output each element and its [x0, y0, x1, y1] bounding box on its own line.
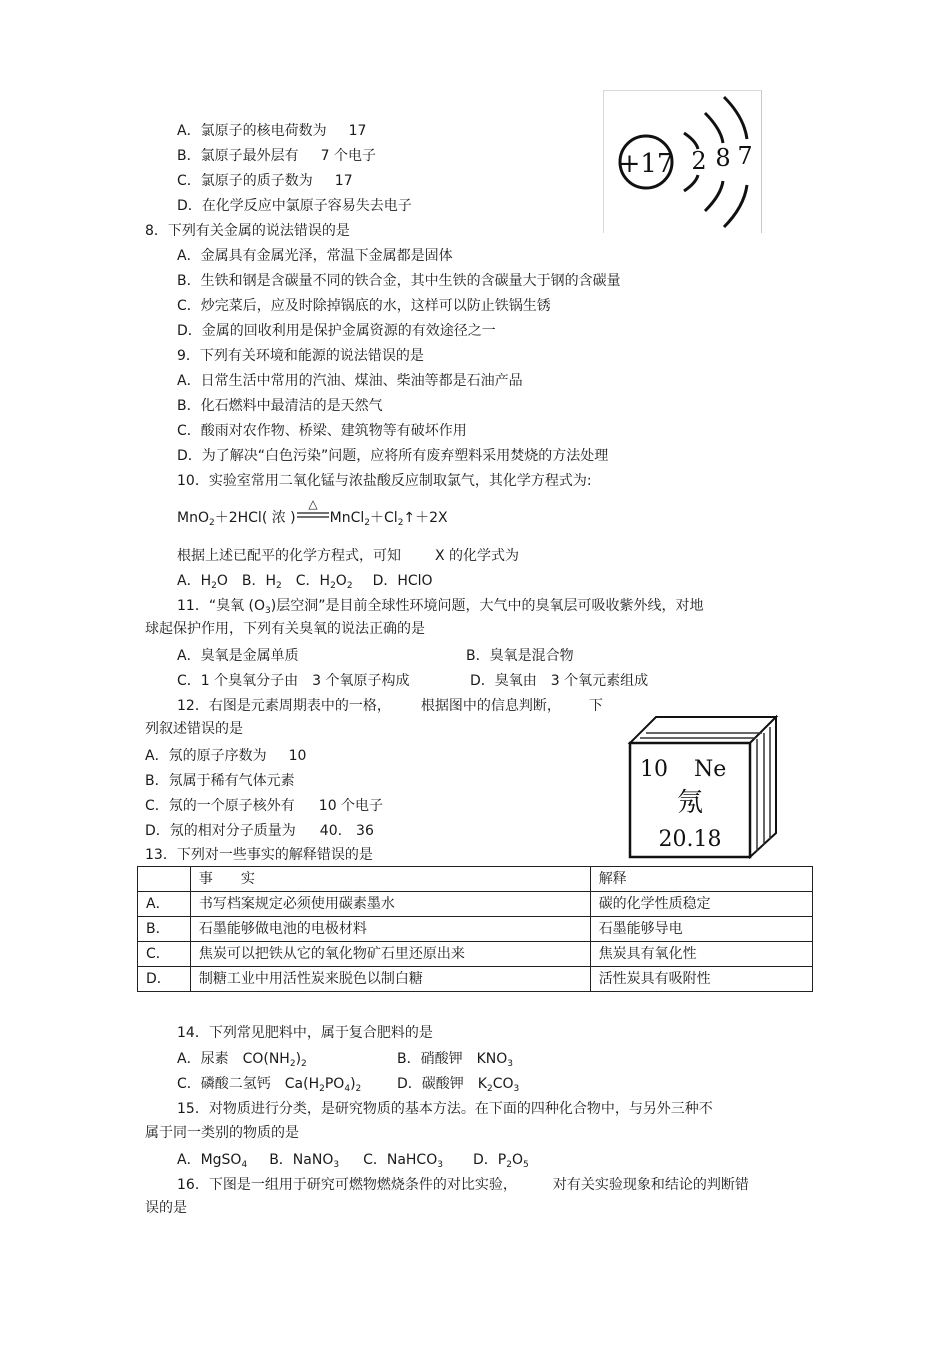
shell-1-count: 2 — [691, 147, 707, 175]
table-cell: 焦炭可以把铁从它的氧化物矿石里还原出来 — [190, 942, 590, 967]
table-row — [138, 917, 813, 942]
q11-option-a: A．臭氧是金属单质 — [177, 648, 299, 664]
q12-option-b: B．氖属于稀有气体元素 — [145, 773, 295, 789]
q10-option-a: A．$H_2O$ — [177, 573, 228, 591]
q8-option-c: C．炒完菜后，应及时除掉锅底的水，这样可以防止铁锅生锈 — [177, 298, 551, 314]
q13-table — [137, 866, 813, 992]
table-cell: 石墨能够导电 — [590, 917, 812, 942]
shell-2-count: 8 — [715, 144, 731, 172]
q10-question-text2: X 的化学式为 — [435, 548, 520, 564]
q8-option-b: B．生铁和钢是含碳量不同的铁合金，其中生铁的含碳量大于钢的含碳量 — [177, 273, 621, 289]
q9-option-d: D．为了解决“白色污染”问题，应将所有废弃塑料采用焚烧的方法处理 — [177, 448, 609, 464]
shell-arc-2-bottom — [705, 181, 723, 211]
neon-name: 氖 — [676, 788, 704, 818]
q12-stem-line2: 列叙述错误的是 — [145, 721, 243, 737]
shell-arc-3-top — [724, 97, 747, 139]
q11-stem-line2: 球起保护作用，下列有关臭氧的说法正确的是 — [145, 621, 425, 637]
q10-option-d: D．HClO — [372, 573, 433, 589]
q8-stem: 8．下列有关金属的说法错误的是 — [145, 223, 350, 239]
q14-option-d: D．碳酸钾 $K_2CO_3$ — [397, 1076, 520, 1094]
q12-option-a: A．氖的原子序数为 10 — [145, 748, 307, 764]
eq-mncl2: MnCl — [329, 510, 365, 526]
table-cell: 活性炭具有吸附性 — [590, 967, 812, 992]
table-cell: B． — [138, 917, 191, 942]
table-row — [138, 892, 813, 917]
shell-arc-1-bottom — [684, 175, 698, 191]
table-cell: 焦炭具有氧化性 — [590, 942, 812, 967]
q8-option-a: A．金属具有金属光泽，常温下金属都是固体 — [177, 248, 453, 264]
q7-option-c — [177, 171, 353, 191]
table-header-cell: 解释 — [590, 867, 812, 892]
q9-option-a: A．日常生活中常用的汽油、煤油、柴油等都是石油产品 — [177, 373, 523, 389]
neon-element-cell — [616, 703, 782, 859]
neon-atomic-mass: 20.18 — [658, 827, 722, 852]
q14-stem: 14．下列常见肥料中，属于复合肥料的是 — [177, 1025, 433, 1041]
shell-3-count: 7 — [737, 142, 753, 170]
table-header-cell: 事 实 — [190, 867, 590, 892]
shell-arc-3-bottom — [724, 185, 747, 227]
chlorine-atom-diagram — [603, 90, 762, 233]
q7-option-b — [177, 146, 376, 166]
eq-mncl2-sub: 2 — [364, 518, 371, 528]
eq-cl2: ＋Cl — [370, 510, 398, 526]
q10-question-text: 根据上述已配平的化学方程式，可知 — [177, 548, 401, 564]
q7-option-c-value: 17 — [334, 173, 353, 189]
eq-heat-symbol: △ — [308, 498, 318, 511]
q10-equation — [177, 498, 448, 533]
table-row — [138, 942, 813, 967]
q13-stem: 13．下列对一些事实的解释错误的是 — [145, 847, 373, 863]
q15-option-a: A．MgSO$_4$ — [177, 1152, 248, 1170]
q15-stem-line2: 属于同一类别的物质的是 — [145, 1125, 299, 1141]
table-cell: 制糖工业中用活性炭来脱色以制白糖 — [190, 967, 590, 992]
q11-option-c: C．1 个臭氧分子由 3 个氧原子构成 — [177, 673, 410, 689]
shell-arc-2-top — [705, 113, 723, 143]
table-cell: 碳的化学性质稳定 — [590, 892, 812, 917]
nucleus-charge: +17 — [618, 149, 674, 179]
q14-option-c: C．磷酸二氢钙 $Ca(H_2PO_4)_2$ — [177, 1076, 362, 1094]
q11-option-d: D．臭氧由 3 个氧元素组成 — [470, 673, 649, 689]
q11-option-b: B．臭氧是混合物 — [466, 648, 574, 664]
table-cell: A． — [138, 892, 191, 917]
q8-option-d: D．金属的回收利用是保护金属资源的有效途径之一 — [177, 323, 496, 339]
q11-stem-line1: 11．“臭氧 $(O_3)$层空洞”是目前全球性环境问题，大气中的臭氧层可吸收紫外线，对地 — [177, 598, 704, 616]
table-header-row — [138, 867, 813, 892]
q16-stem-line1: 16．下图是一组用于研究可燃物燃烧条件的对比实验， 对有关实验现象和结论的判断错 — [177, 1177, 749, 1193]
neon-atomic-number: 10 — [640, 757, 668, 782]
q10-option-b: B．$H_2$ — [241, 573, 282, 591]
table-row — [138, 967, 813, 992]
q10-question — [177, 546, 519, 566]
q12-option-d: D．氖的相对分子质量为 40. 36 — [145, 823, 374, 839]
q9-stem: 9．下列有关环境和能源的说法错误的是 — [177, 348, 424, 364]
q12-option-c: C．氖的一个原子核外有 10 个电子 — [145, 798, 384, 814]
eq-mno2: MnO — [177, 510, 209, 526]
q7-option-b-text: B．氯原子最外层有 — [177, 148, 299, 164]
eq-cl2-sub: 2 — [397, 518, 404, 528]
q9-option-c: C．酸雨对农作物、桥梁、建筑物等有破坏作用 — [177, 423, 467, 439]
q15-option-d: D．$P_2O_5$ — [472, 1152, 529, 1170]
q7-option-a-text: A．氯原子的核电荷数为 — [177, 123, 327, 139]
eq-hcl: ＋2HCl( 浓 ) — [214, 510, 296, 526]
table-cell: 书写档案规定必须使用碳素墨水 — [190, 892, 590, 917]
table-cell: D． — [138, 967, 191, 992]
q7-option-c-text: C．氯原子的质子数为 — [177, 173, 313, 189]
table-cell: 石墨能够做电池的电极材料 — [190, 917, 590, 942]
q15-options — [177, 1150, 529, 1175]
q10-options — [177, 571, 433, 596]
table-header-cell — [138, 867, 191, 892]
q15-option-c: C．NaHCO$_3$ — [363, 1152, 443, 1170]
q7-option-b-value: 7 个电子 — [320, 148, 376, 164]
eq-mno2-sub: 2 — [208, 518, 215, 528]
q10-stem: 10．实验室常用二氧化锰与浓盐酸反应制取氯气，其化学方程式为: — [177, 473, 592, 489]
table-cell: C． — [138, 942, 191, 967]
q16-stem-line2: 误的是 — [145, 1200, 187, 1216]
eq-reaction-arrow — [296, 498, 330, 528]
q7-option-a — [177, 121, 366, 141]
q14-option-b: B．硝酸钾 $KNO_3$ — [397, 1051, 514, 1069]
q7-option-a-value: 17 — [348, 123, 367, 139]
q9-option-b: B．化石燃料中最清洁的是天然气 — [177, 398, 383, 414]
q7-option-d: D．在化学反应中氯原子容易失去电子 — [177, 198, 412, 214]
q15-option-b: B．NaNO$_3$ — [269, 1152, 340, 1170]
q15-stem-line1: 15．对物质进行分类，是研究物质的基本方法。在下面的四种化合物中，与另外三种不 — [177, 1101, 713, 1117]
q10-option-c: C．$H_2O_2$ — [295, 573, 353, 591]
neon-symbol: Ne — [694, 757, 727, 782]
eq-tail: ↑＋2X — [403, 510, 448, 526]
q14-option-a: A．尿素 $CO(NH_2)_2$ — [177, 1051, 307, 1069]
q12-stem-line1: 12．右图是元素周期表中的一格， 根据图中的信息判断， 下 — [177, 698, 603, 714]
